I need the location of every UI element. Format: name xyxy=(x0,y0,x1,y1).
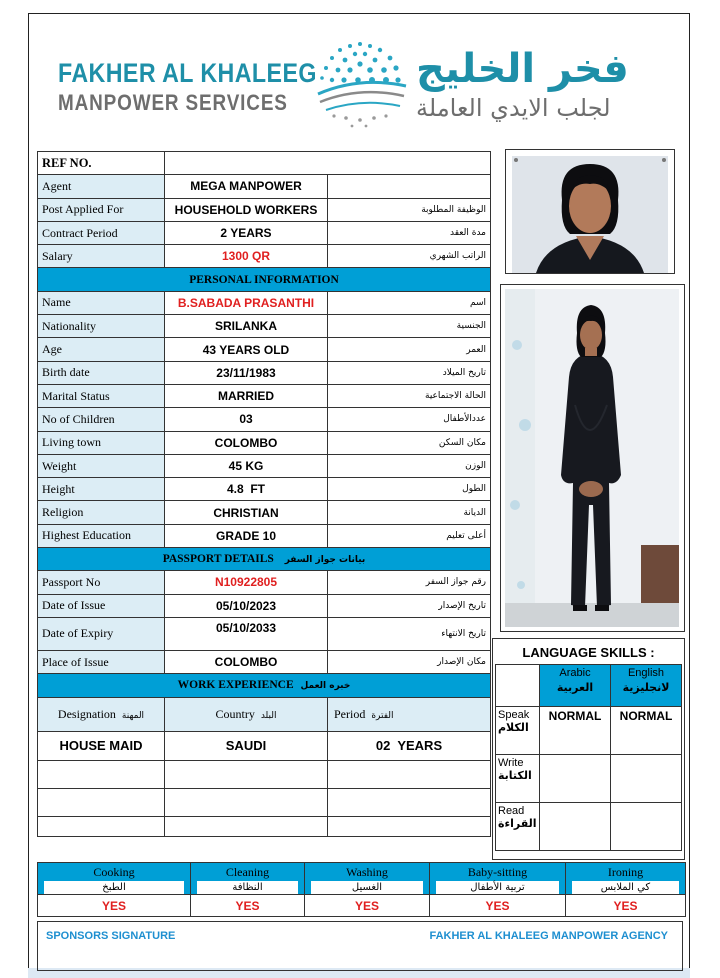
row-label-ar: الكتابة xyxy=(498,769,532,782)
skill-header xyxy=(566,863,686,895)
work-section-header xyxy=(38,674,491,697)
row-label: Read xyxy=(498,805,525,817)
birthdate-row xyxy=(38,361,491,384)
contract-value: 2 YEARS xyxy=(165,221,328,244)
row-label-cell xyxy=(496,803,540,851)
religion-row xyxy=(38,501,491,524)
field-label-ar: اسم xyxy=(328,291,491,314)
field-label: Salary xyxy=(38,245,165,268)
work-row xyxy=(38,731,491,760)
town-row xyxy=(38,431,491,454)
field-label-ar: الوزن xyxy=(328,454,491,477)
column-header: Arabic xyxy=(559,667,591,679)
skills-table xyxy=(37,862,686,917)
agent-row xyxy=(38,175,491,198)
religion-value: CHRISTIAN xyxy=(165,501,328,524)
field-label-ar: الراتب الشهري xyxy=(328,245,491,268)
field-label: Religion xyxy=(38,501,165,524)
ref-row xyxy=(38,152,491,175)
skill-value: YES xyxy=(566,895,686,917)
children-row xyxy=(38,408,491,431)
skill-name-ar: الطبخ xyxy=(44,881,184,894)
skill-name-ar: الغسيل xyxy=(311,881,423,894)
column-header: Country xyxy=(215,706,255,721)
skill-header xyxy=(38,863,191,895)
language-skills-box xyxy=(492,638,685,860)
field-label-ar: عددالأطفال xyxy=(328,408,491,431)
country-header xyxy=(165,697,328,731)
name-value: B.SABADA PRASANTHI xyxy=(165,291,328,314)
field-label: Height xyxy=(38,478,165,501)
company-logo xyxy=(48,28,678,136)
skill-name: Baby-sitting xyxy=(467,865,528,879)
contract-row xyxy=(38,221,491,244)
company-subtitle-ar: لجلب الايدي العاملة xyxy=(416,94,611,122)
skill-name: Cooking xyxy=(93,865,135,879)
field-label-ar: الحالة الاجتماعية xyxy=(328,384,491,407)
field-label: Birth date xyxy=(38,361,165,384)
post-value: HOUSEHOLD WORKERS xyxy=(165,198,328,221)
field-label: Passport No xyxy=(38,571,165,594)
skill-header xyxy=(430,863,566,895)
field-label-ar: مكان الإصدار xyxy=(328,650,491,673)
row-label-cell xyxy=(496,755,540,803)
nationality-row xyxy=(38,315,491,338)
nationality-value: SRILANKA xyxy=(165,315,328,338)
section-title: WORK EXPERIENCE xyxy=(177,679,294,692)
work-row-empty xyxy=(38,816,491,836)
work-row-empty xyxy=(38,760,491,788)
skill-header xyxy=(305,863,430,895)
headshot-image xyxy=(506,150,674,273)
field-label: Age xyxy=(38,338,165,361)
column-header: Period xyxy=(334,706,366,721)
field-label: Marital Status xyxy=(38,384,165,407)
field-label: Living town xyxy=(38,431,165,454)
field-label: Place of Issue xyxy=(38,650,165,673)
name-row xyxy=(38,291,491,314)
ref-value xyxy=(165,152,491,175)
field-label: Date of Expiry xyxy=(38,617,165,650)
field-label-ar: الوظيفة المطلوبة xyxy=(328,198,491,221)
company-name-en: FAKHER AL KHALEEG xyxy=(58,58,317,88)
field-label: Nationality xyxy=(38,315,165,338)
language-skills-title: LANGUAGE SKILLS : xyxy=(522,645,655,660)
field-label: Date of Issue xyxy=(38,594,165,617)
field-label: Weight xyxy=(38,454,165,477)
field-label-ar: رقم جواز السفر xyxy=(328,571,491,594)
row-label-ar: الكلام xyxy=(498,721,529,734)
agent-value: MEGA MANPOWER xyxy=(165,175,328,198)
children-value: 03 xyxy=(165,408,328,431)
globe-logo-icon xyxy=(310,36,410,132)
skills-value-row xyxy=(38,895,686,917)
work-row-empty xyxy=(38,788,491,816)
work-column-headers xyxy=(38,697,491,731)
height-value: 4.8 FT xyxy=(165,478,328,501)
field-label: Highest Education xyxy=(38,524,165,547)
english-column-header xyxy=(611,665,682,707)
skill-name-ar: تربية الأطفال xyxy=(436,881,559,894)
skill-value: YES xyxy=(305,895,430,917)
row-label-ar: القراءة xyxy=(498,817,537,830)
arabic-level xyxy=(540,803,611,851)
column-header: Designation xyxy=(57,706,116,721)
passport-no-value: N10922805 xyxy=(165,571,328,594)
height-row xyxy=(38,478,491,501)
skill-name: Washing xyxy=(346,865,388,879)
field-label-ar: مدة العقد xyxy=(328,221,491,244)
column-header-ar: المهنة xyxy=(121,710,145,721)
arabic-level: NORMAL xyxy=(540,707,611,755)
sponsor-signature-label: SPONSORS SIGNATURE xyxy=(46,930,176,942)
personal-section-header xyxy=(38,268,491,291)
skill-header xyxy=(191,863,305,895)
skill-name-ar: كي الملابس xyxy=(572,881,679,894)
section-title-cell xyxy=(38,548,491,571)
column-header-ar: العربية xyxy=(556,681,594,694)
designation-header xyxy=(38,697,165,731)
empty-cell xyxy=(165,760,328,788)
issue-date-row xyxy=(38,594,491,617)
agency-signature-label: FAKHER AL KHALEEG MANPOWER AGENCY xyxy=(429,930,668,942)
english-level xyxy=(611,803,682,851)
read-row xyxy=(496,803,682,851)
education-value: GRADE 10 xyxy=(165,524,328,547)
age-row xyxy=(38,338,491,361)
field-label-ar: أعلى تعليم xyxy=(328,524,491,547)
expiry-date-row xyxy=(38,617,491,650)
skill-name-ar: النظافة xyxy=(197,881,298,894)
expiry-date-value: 05/10/2033 xyxy=(165,617,328,650)
column-header: English xyxy=(627,667,665,679)
section-title-cell xyxy=(38,674,491,697)
field-label: Contract Period xyxy=(38,221,165,244)
empty-cell xyxy=(38,760,165,788)
full-body-image xyxy=(501,285,684,631)
passport-section-header xyxy=(38,548,491,571)
skill-name: Cleaning xyxy=(225,865,270,879)
row-label: Write xyxy=(498,757,524,769)
empty-cell xyxy=(328,760,491,788)
field-label-ar: العمر xyxy=(328,338,491,361)
section-title: PERSONAL INFORMATION xyxy=(38,268,491,291)
section-title-ar: خبره العمل xyxy=(300,681,351,692)
field-label-ar xyxy=(328,175,491,198)
signature-box xyxy=(37,921,683,971)
field-label-ar: الجنسية xyxy=(328,315,491,338)
post-row xyxy=(38,198,491,221)
marital-row xyxy=(38,384,491,407)
empty-cell xyxy=(38,816,165,836)
birthdate-value: 23/11/1983 xyxy=(165,361,328,384)
column-header-ar: البلد xyxy=(260,710,277,721)
town-value: COLOMBO xyxy=(165,431,328,454)
weight-row xyxy=(38,454,491,477)
company-name-ar: فخر الخليج xyxy=(416,46,629,92)
empty-cell xyxy=(328,788,491,816)
passport-no-row xyxy=(38,571,491,594)
ref-label: REF NO. xyxy=(38,152,165,175)
language-header-row xyxy=(496,665,682,707)
empty-cell xyxy=(38,788,165,816)
place-issue-value: COLOMBO xyxy=(165,650,328,673)
skill-value: YES xyxy=(191,895,305,917)
field-label-ar: تاريخ الميلاد xyxy=(328,361,491,384)
section-title-ar: بيانات جواز السفر xyxy=(284,555,366,566)
empty-cell xyxy=(165,816,328,836)
skill-value: YES xyxy=(38,895,191,917)
age-value: 43 YEARS OLD xyxy=(165,338,328,361)
field-label: Name xyxy=(38,291,165,314)
write-row xyxy=(496,755,682,803)
period-value: 02 YEARS xyxy=(328,731,491,760)
field-label-ar: مكان السكن xyxy=(328,431,491,454)
issue-date-value: 05/10/2023 xyxy=(165,594,328,617)
skill-name: Ironing xyxy=(607,865,644,879)
full-body-photo xyxy=(500,284,685,632)
applicant-info-table xyxy=(37,151,491,837)
marital-value: MARRIED xyxy=(165,384,328,407)
field-label-ar: تاريخ الانتهاء xyxy=(328,617,491,650)
column-header-ar: لانجليزية xyxy=(622,681,670,694)
speak-row xyxy=(496,707,682,755)
field-label: Post Applied For xyxy=(38,198,165,221)
skills-header-row xyxy=(38,863,686,895)
english-level: NORMAL xyxy=(611,707,682,755)
weight-value: 45 KG xyxy=(165,454,328,477)
field-label-ar: الديانة xyxy=(328,501,491,524)
skill-value: YES xyxy=(430,895,566,917)
column-header-ar: الفترة xyxy=(371,710,394,721)
field-label-ar: الطول xyxy=(328,478,491,501)
arabic-column-header xyxy=(540,665,611,707)
period-header xyxy=(328,697,491,731)
designation-value: HOUSE MAID xyxy=(38,731,165,760)
empty-cell xyxy=(328,816,491,836)
section-title: PASSPORT DETAILS xyxy=(162,553,274,566)
headshot-photo xyxy=(505,149,675,274)
row-label-cell xyxy=(496,707,540,755)
english-level xyxy=(611,755,682,803)
row-label: Speak xyxy=(498,709,530,721)
salary-row xyxy=(38,245,491,268)
arabic-level xyxy=(540,755,611,803)
empty-cell xyxy=(165,788,328,816)
field-label-ar: تاريخ الإصدار xyxy=(328,594,491,617)
field-label: Agent xyxy=(38,175,165,198)
place-issue-row xyxy=(38,650,491,673)
company-subtitle-en: MANPOWER SERVICES xyxy=(58,90,288,115)
field-label: No of Children xyxy=(38,408,165,431)
education-row xyxy=(38,524,491,547)
empty-corner xyxy=(496,665,540,707)
language-skills-table xyxy=(495,664,682,851)
salary-value: 1300 QR xyxy=(165,245,328,268)
country-value: SAUDI xyxy=(165,731,328,760)
